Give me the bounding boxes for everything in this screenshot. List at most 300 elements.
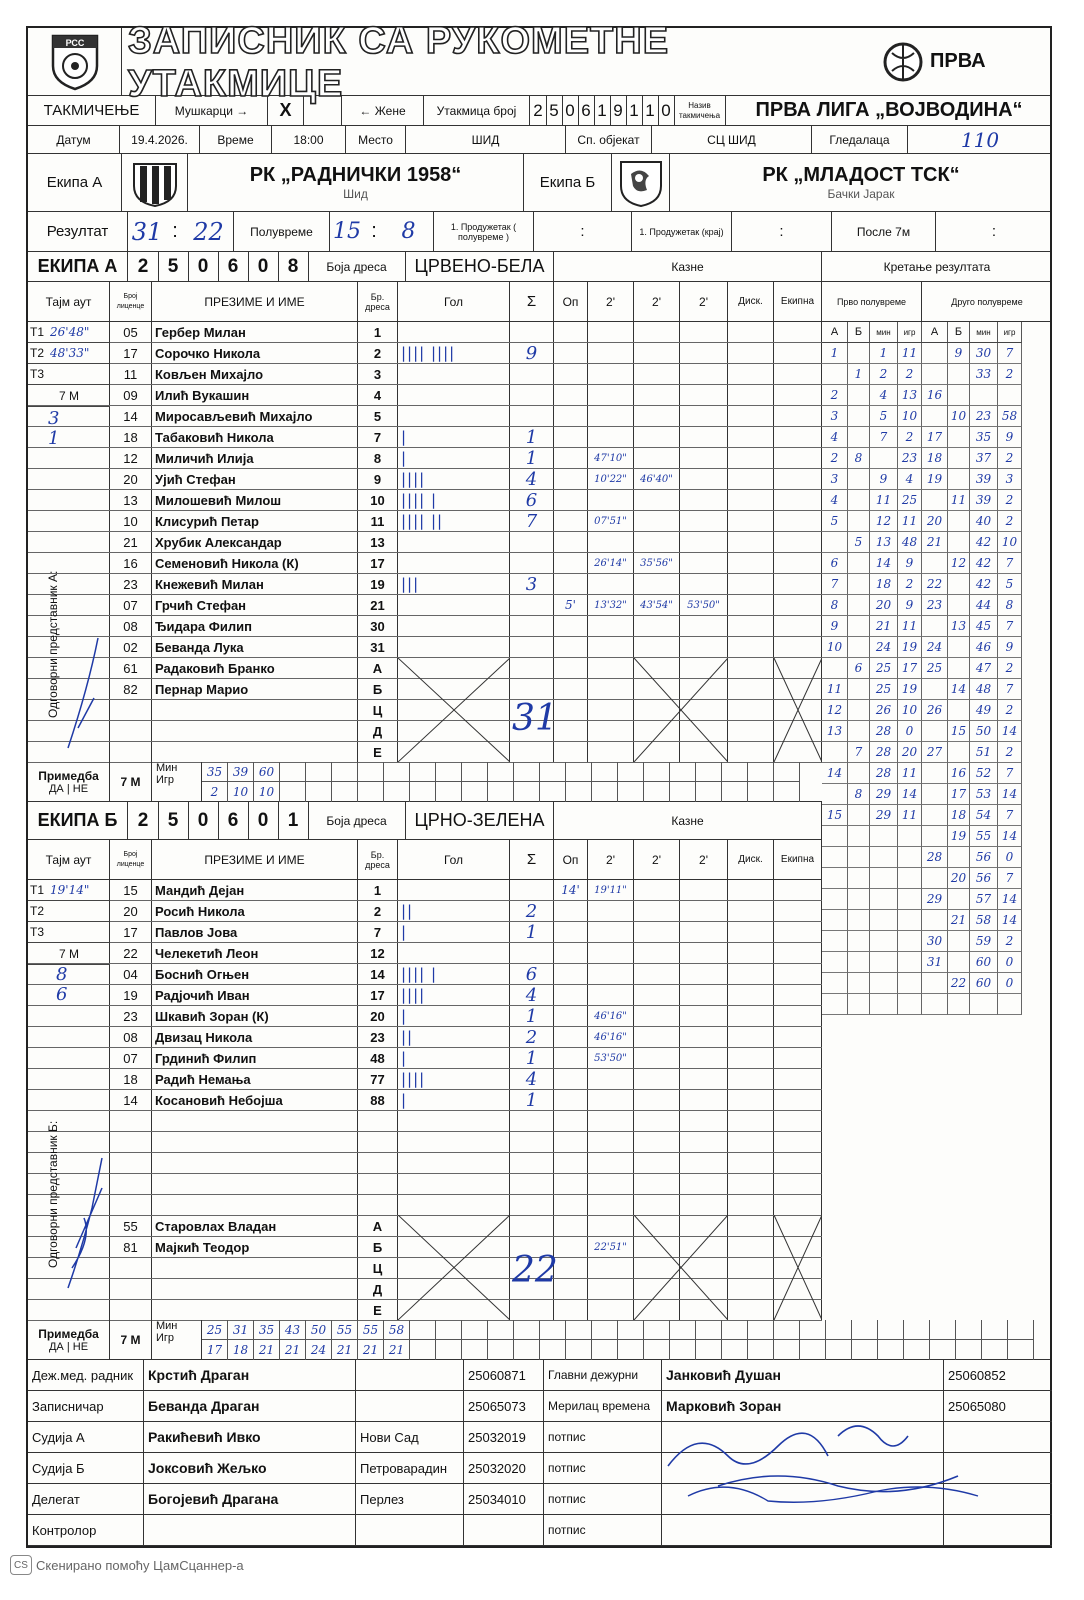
seven-m-min-cell — [514, 1320, 540, 1340]
player-no: А — [358, 658, 398, 678]
seven-m-min-cell — [696, 762, 722, 782]
seven-m-min-cell — [904, 1320, 930, 1340]
progress-cell — [822, 973, 848, 994]
progress-cell: 42 — [970, 574, 998, 595]
progress-cell — [848, 385, 870, 406]
team-b-jersey-label: Боја дреса — [308, 802, 406, 839]
progress-cell: 27 — [922, 742, 948, 763]
progress-cell — [898, 994, 922, 1015]
player-name: Ујић Стефан — [152, 469, 358, 489]
team-b-cross-goal — [398, 1215, 510, 1320]
progress-cell: 5 — [870, 406, 898, 427]
player-name — [152, 1279, 358, 1299]
team-a-cross-team — [774, 658, 822, 762]
team-b-timeouts — [28, 880, 110, 943]
player-name: Пернар Марио — [152, 679, 358, 699]
result-home: 31 — [131, 217, 163, 246]
seven-m-igr-cell — [696, 1340, 722, 1360]
seven-m-min-cell — [462, 1320, 488, 1340]
progress-cell: 2 — [998, 490, 1022, 511]
player-goals: | — [398, 1048, 510, 1068]
official-code — [464, 1515, 544, 1545]
team-a-timeouts — [28, 322, 110, 385]
player-lic: 05 — [110, 322, 152, 342]
progress-cell: 44 — [970, 595, 998, 616]
player-warn — [554, 901, 588, 921]
progress-cell: 11 — [948, 490, 970, 511]
player-disq — [728, 742, 774, 762]
progress-cell: 1 — [870, 343, 898, 364]
player-p2 — [634, 901, 680, 921]
player-sum — [510, 742, 554, 762]
seven-m-min-cell: 43 — [280, 1320, 306, 1340]
player-goals: |||| — [398, 1069, 510, 1089]
player-p1 — [588, 1216, 634, 1236]
progress-cell: 18 — [948, 805, 970, 826]
progress-cell: 58 — [998, 406, 1022, 427]
progress-header: игр — [898, 322, 922, 343]
progress-cell — [848, 469, 870, 490]
player-warn — [554, 721, 588, 741]
progress-cell: 19 — [898, 637, 922, 658]
seven-m-igr-cell: 10 — [228, 782, 254, 802]
seven-m-igr-cell: 21 — [384, 1340, 410, 1360]
player-warn — [554, 364, 588, 384]
player-goals — [398, 322, 510, 342]
progress-cell: 60 — [970, 952, 998, 973]
men-mark: X — [268, 96, 304, 125]
player-no: 4 — [358, 385, 398, 405]
player-name: Гербер Милан — [152, 322, 358, 342]
player-p1 — [588, 406, 634, 426]
player-row — [28, 1111, 822, 1132]
player-goals — [398, 1174, 510, 1194]
player-row — [28, 1195, 822, 1216]
player-row — [28, 532, 822, 553]
player-warn — [554, 943, 588, 963]
progress-cell — [848, 574, 870, 595]
federation-logo-icon — [45, 32, 105, 92]
official-role: Судија Б — [28, 1453, 144, 1483]
timeout-cell — [28, 469, 110, 489]
seven-m-igr-cell — [540, 1340, 566, 1360]
progress-cell: 4 — [898, 469, 922, 490]
seven-m-igr-cell — [748, 1340, 774, 1360]
progress-cell — [948, 847, 970, 868]
seven-m-min-cell — [488, 1320, 514, 1340]
player-team — [774, 1153, 822, 1173]
seven-m-min-cell — [592, 762, 618, 782]
progress-cell — [922, 721, 948, 742]
progress-cell: 7 — [998, 343, 1022, 364]
player-goals — [398, 1132, 510, 1152]
player-disq — [728, 637, 774, 657]
competition-name-label: Назив такмичења — [674, 96, 726, 125]
progress-cell — [948, 952, 970, 973]
progress-cell — [898, 868, 922, 889]
seven-m-igr-cell: 21 — [254, 1340, 280, 1360]
player-warn — [554, 1300, 588, 1320]
player-no: Б — [358, 679, 398, 699]
player-lic: 18 — [110, 1069, 152, 1089]
progress-cell: 55 — [970, 826, 998, 847]
team-a-total: 31 — [512, 698, 558, 739]
progress-cell: 13 — [898, 385, 922, 406]
player-lic: 08 — [110, 1027, 152, 1047]
player-row — [28, 943, 822, 964]
seven-m-igr-cell — [566, 1340, 592, 1360]
player-p1 — [588, 742, 634, 762]
player-goals: || — [398, 901, 510, 921]
progress-cell: 16 — [922, 385, 948, 406]
title-row — [28, 20, 1050, 105]
p2-header-b-3: 2' — [680, 840, 728, 879]
timeout-header-b: Тајм аут — [28, 840, 110, 879]
progress-cell: 8 — [998, 595, 1022, 616]
progress-cell — [922, 364, 948, 385]
progress-cell: 59 — [970, 931, 998, 952]
player-warn — [554, 1090, 588, 1110]
player-no: 21 — [358, 595, 398, 615]
player-p3 — [680, 985, 728, 1005]
player-p3 — [680, 1006, 728, 1026]
player-lic: 81 — [110, 1237, 152, 1257]
team-b-note-yes: ДА — [48, 1340, 64, 1353]
player-row — [28, 1153, 822, 1174]
progress-cell: 2 — [870, 364, 898, 385]
player-no: Д — [358, 721, 398, 741]
team-a-representative-label: Одговорни представник А: — [46, 570, 60, 718]
progress-cell: 7 — [998, 553, 1022, 574]
official-role: Деж.мед. радник — [28, 1360, 144, 1390]
ext1-end-value: : — [732, 212, 832, 251]
player-lic: 16 — [110, 553, 152, 573]
progress-cell: 2 — [898, 427, 922, 448]
place-label: Место — [346, 126, 406, 153]
player-team — [774, 922, 822, 942]
player-no: 2 — [358, 901, 398, 921]
player-warn — [554, 1069, 588, 1089]
player-sum: 9 — [510, 343, 554, 363]
official-row — [28, 1515, 1052, 1546]
progress-cell — [898, 847, 922, 868]
progress-cell: 28 — [870, 763, 898, 784]
progress-cell: 11 — [898, 616, 922, 637]
player-p3 — [680, 553, 728, 573]
progress-cell — [922, 868, 948, 889]
player-lic: 19 — [110, 985, 152, 1005]
progress-cell: 23 — [970, 406, 998, 427]
progress-cell: 2 — [898, 364, 922, 385]
progress-cell: 6 — [848, 658, 870, 679]
player-no: 17 — [358, 985, 398, 1005]
timeout-cell — [28, 985, 110, 1005]
player-p1 — [588, 679, 634, 699]
team-a-igr-label: Игр — [156, 774, 175, 786]
progress-cell — [848, 721, 870, 742]
seven-m-igr-cell — [878, 1340, 904, 1360]
team-b-note-7m: 7 М — [110, 1320, 152, 1359]
seven-m-igr-cell — [904, 1340, 930, 1360]
progress-cell: 11 — [898, 805, 922, 826]
progress-cell: 5 — [998, 574, 1022, 595]
result-label: Резултат — [28, 212, 128, 251]
right-role: потпис — [544, 1515, 662, 1545]
player-disq — [728, 1153, 774, 1173]
player-goals: |||| || — [398, 511, 510, 531]
player-name: Хрубик Александар — [152, 532, 358, 552]
player-no: 88 — [358, 1090, 398, 1110]
seven-m-min-cell — [436, 762, 462, 782]
player-p1: 46'16" — [588, 1006, 634, 1026]
player-sum: 1 — [510, 922, 554, 942]
player-p2 — [634, 880, 680, 900]
seven-m-min-cell — [488, 762, 514, 782]
competition-name: ПРВА ЛИГА „ВОЈВОДИНА“ — [755, 99, 1023, 121]
progress-cell — [948, 595, 970, 616]
player-sum: 1 — [510, 448, 554, 468]
player-team — [774, 595, 822, 615]
progress-cell — [922, 679, 948, 700]
progress-header: Б — [948, 322, 970, 343]
player-p3 — [680, 343, 728, 363]
player-lic: 09 — [110, 385, 152, 405]
player-name: Грчић Стефан — [152, 595, 358, 615]
player-p3 — [680, 616, 728, 636]
right-code: 25060852 — [948, 1367, 1006, 1383]
player-p1: 22'51" — [588, 1237, 634, 1257]
right-name: Марковић Зоран — [662, 1391, 944, 1421]
progress-cell: 5 — [822, 511, 848, 532]
player-name — [152, 1174, 358, 1194]
seven-m-min-cell — [696, 1320, 722, 1340]
player-disq — [728, 1216, 774, 1236]
progress-cell: 45 — [970, 616, 998, 637]
seven-m-min-cell — [670, 762, 696, 782]
player-row — [28, 574, 822, 595]
seven-m-igr-cell — [514, 1340, 540, 1360]
seven-m-igr-cell: 17 — [202, 1340, 228, 1360]
player-disq — [728, 595, 774, 615]
player-sum: 1 — [510, 1006, 554, 1026]
progress-cell — [822, 910, 848, 931]
official-name: Беванда Драган — [144, 1391, 356, 1421]
player-name: Радјочић Иван — [152, 985, 358, 1005]
player-goals — [398, 553, 510, 573]
player-p3 — [680, 448, 728, 468]
player-p1 — [588, 343, 634, 363]
player-name — [152, 1111, 358, 1131]
seven-m-min-cell — [748, 1320, 774, 1340]
seven-m-igr-cell — [566, 782, 592, 802]
player-disq — [728, 922, 774, 942]
progress-cell — [870, 931, 898, 952]
player-disq — [728, 1174, 774, 1194]
seven-m-min-cell — [540, 762, 566, 782]
player-p1 — [588, 964, 634, 984]
player-lic: 11 — [110, 364, 152, 384]
progress-cell — [970, 385, 998, 406]
player-p1 — [588, 1279, 634, 1299]
progress-cell — [848, 700, 870, 721]
league-logo-text: ПРВА — [930, 50, 986, 72]
player-goals — [398, 385, 510, 405]
player-p2: 46'40" — [634, 469, 680, 489]
progress-cell: 4 — [822, 427, 848, 448]
progress-cell: 0 — [998, 847, 1022, 868]
official-city — [356, 1360, 464, 1390]
player-disq — [728, 490, 774, 510]
player-p2 — [634, 616, 680, 636]
official-code: 25060871 — [464, 1360, 544, 1390]
player-name: Радаковић Бранко — [152, 658, 358, 678]
time-label: Време — [200, 126, 272, 153]
progress-cell: 50 — [970, 721, 998, 742]
ext1-half-value: : — [534, 212, 632, 251]
player-p2 — [634, 1048, 680, 1068]
name-header: ПРЕЗИМЕ И ИМЕ — [152, 282, 358, 321]
progress-cell: 25 — [870, 658, 898, 679]
player-warn — [554, 922, 588, 942]
progress-cell: 48 — [898, 532, 922, 553]
progress-cell — [948, 700, 970, 721]
seven-m-igr-cell — [592, 782, 618, 802]
seven-m-min-cell: 50 — [306, 1320, 332, 1340]
team-b-jersey: ЦРНО-ЗЕЛЕНА — [406, 802, 554, 839]
player-lic: 22 — [110, 943, 152, 963]
team-a-code — [128, 252, 308, 281]
player-sum: 7 — [510, 511, 554, 531]
progress-cell: 31 — [922, 952, 948, 973]
player-p2 — [634, 385, 680, 405]
goal-header: Гол — [398, 282, 510, 321]
progress-cell — [922, 973, 948, 994]
result-away: 22 — [184, 212, 234, 251]
time-value: 18:00 — [272, 126, 346, 153]
player-no — [358, 1132, 398, 1152]
player-name: Мајкић Теодор — [152, 1237, 358, 1257]
progress-cell — [948, 637, 970, 658]
player-team — [774, 1048, 822, 1068]
timeout-value: 19'14" — [50, 883, 90, 897]
seven-m-igr-cell — [488, 782, 514, 802]
team-a-cross-goal — [398, 658, 510, 762]
timeout-label: T3 — [30, 367, 45, 381]
progress-cell: 19 — [922, 469, 948, 490]
player-disq — [728, 511, 774, 531]
progress-cell: 7 — [998, 616, 1022, 637]
progress-cell: 56 — [970, 847, 998, 868]
player-disq — [728, 616, 774, 636]
player-no: 1 — [358, 322, 398, 342]
player-p1 — [588, 616, 634, 636]
team-a-7m-grid — [202, 762, 822, 801]
player-no: А — [358, 1216, 398, 1236]
player-name: Косановић Небојша — [152, 1090, 358, 1110]
seven-m-igr-cell — [280, 782, 306, 802]
progress-cell — [922, 784, 948, 805]
player-goals — [398, 943, 510, 963]
progress-cell: 18 — [870, 574, 898, 595]
player-team — [774, 1132, 822, 1152]
player-team — [774, 343, 822, 363]
progress-cell: 37 — [970, 448, 998, 469]
progress-cell — [898, 931, 922, 952]
player-sum — [510, 943, 554, 963]
seven-m-min-cell: 35 — [254, 1320, 280, 1340]
player-p3 — [680, 385, 728, 405]
player-goals: |||| — [398, 985, 510, 1005]
progress-cell: 4 — [822, 490, 848, 511]
team-code-digit: 0 — [248, 802, 279, 839]
blank-cell — [304, 96, 342, 125]
player-warn — [554, 553, 588, 573]
seven-m-min-cell — [306, 762, 332, 782]
progress-cell: 7 — [998, 868, 1022, 889]
player-row — [28, 880, 822, 901]
player-lic: 20 — [110, 901, 152, 921]
player-goals: || — [398, 1027, 510, 1047]
player-warn — [554, 964, 588, 984]
player-sum — [510, 1132, 554, 1152]
player-warn — [554, 985, 588, 1005]
team-a-min-label: Мин — [156, 762, 178, 774]
progress-cell — [948, 574, 970, 595]
men-label: Мушкарци → — [156, 96, 268, 125]
player-disq — [728, 1111, 774, 1131]
player-p2: 35'56" — [634, 553, 680, 573]
team-code-digit: 1 — [278, 802, 309, 839]
player-lic — [110, 1300, 152, 1320]
progress-cell: 13 — [822, 721, 848, 742]
team-a-label: Екипа А — [28, 154, 122, 211]
seven-m-igr-cell — [332, 782, 358, 802]
progress-cell — [848, 616, 870, 637]
progress-cell — [848, 889, 870, 910]
warn-header: Оп — [554, 282, 588, 321]
scanner-footer — [10, 1555, 244, 1575]
progress-cell — [922, 553, 948, 574]
player-disq — [728, 901, 774, 921]
progress-cell: 8 — [848, 448, 870, 469]
player-team — [774, 1111, 822, 1131]
seven-m-min-cell — [982, 1320, 1008, 1340]
seven-m-igr-cell — [436, 782, 462, 802]
progress-cell — [848, 994, 870, 1015]
timeout-cell — [28, 406, 110, 426]
player-p3 — [680, 1069, 728, 1089]
player-p1 — [588, 1090, 634, 1110]
progress-cell: 11 — [822, 679, 848, 700]
progress-cell: 2 — [998, 742, 1022, 763]
progress-cell: 19 — [948, 826, 970, 847]
player-team — [774, 427, 822, 447]
player-disq — [728, 700, 774, 720]
team-a-crest — [122, 154, 188, 211]
player-sum — [510, 322, 554, 342]
right-name: Јанковић Душан — [662, 1360, 944, 1390]
official-city — [356, 1391, 464, 1421]
progress-header: Б — [848, 322, 870, 343]
progress-cell — [948, 469, 970, 490]
player-team — [774, 574, 822, 594]
player-sum — [510, 385, 554, 405]
player-warn — [554, 490, 588, 510]
player-sum: 2 — [510, 1027, 554, 1047]
progress-cell: 0 — [998, 952, 1022, 973]
timeout-cell — [28, 1048, 110, 1068]
progress-cell: 7 — [822, 574, 848, 595]
